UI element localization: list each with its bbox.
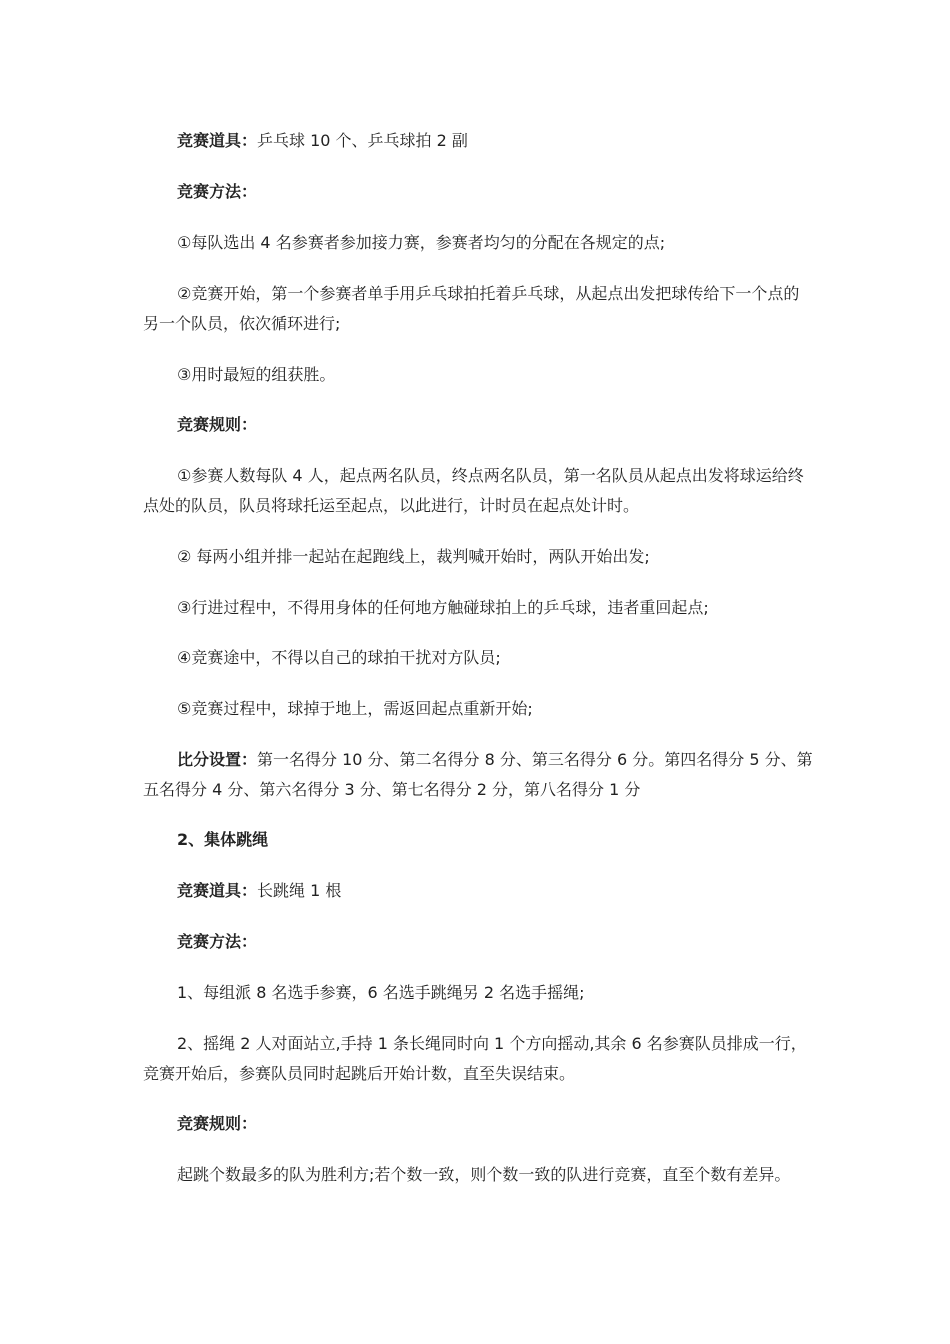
scoring-label: 比分设置：: [177, 750, 258, 769]
section-title: 2、集体跳绳: [177, 830, 269, 849]
method-item-2-1: 1、每组派 8 名选手参赛，6 名选手跳绳另 2 名选手摇绳;: [177, 983, 585, 1002]
method-heading-2: 竞赛方法：: [177, 932, 258, 951]
scoring-text: 第一名得分 10 分、第二名得分 8 分、第三名得分 6 分。第四名得分 5 分、第五名得分 4 分、第六名得分 3 分、第七名得分 2 分，第八名得分 1 分: [143, 750, 813, 799]
equipment-line: [143, 126, 815, 156]
rule-item-5: ⑤竞赛过程中，球掉于地上，需返回起点重新开始;: [177, 699, 533, 718]
rule-paragraph-2: 起跳个数最多的队为胜利方;若个数一致，则个数一致的队进行竞赛，直至个数有差异。: [177, 1165, 791, 1184]
rules-heading-2: 竞赛规则：: [177, 1114, 258, 1133]
rule-item-3: ③行进过程中，不得用身体的任何地方触碰球拍上的乒乓球，违者重回起点;: [177, 598, 709, 617]
method-item-3: ③用时最短的组获胜。: [177, 365, 336, 384]
rules-heading: 竞赛规则：: [177, 415, 258, 434]
equipment-text: 乒乓球 10 个、乒乓球拍 2 副: [257, 131, 468, 150]
method-item-2: ②竞赛开始，第一个参赛者单手用乒乓球拍托着乒乓球，从起点出发把球传给下一个点的另一个队员，依次循环进行;: [143, 284, 800, 333]
method-item-2-2: 2、摇绳 2 人对面站立,手持 1 条长绳同时向 1 个方向摇动,其余 6 名参赛队员排成一行，竞赛开始后，参赛队员同时起跳后开始计数，直至失误结束。: [143, 1034, 807, 1083]
rule-item-1: ①参赛人数每队 4 人，起点两名队员，终点两名队员，第一名队员从起点出发将球运给终点处的队员，队员将球托运至起点，以此进行，计时员在起点处计时。: [143, 466, 804, 515]
method-item-1: ①每队选出 4 名参赛者参加接力赛，参赛者均匀的分配在各规定的点;: [177, 233, 666, 252]
method-heading: 竞赛方法：: [177, 182, 258, 201]
scoring-paragraph: [143, 745, 815, 805]
equipment-text-2: 长跳绳 1 根: [257, 881, 342, 900]
equipment-line-2: [143, 876, 815, 906]
rule-item-2: ② 每两小组并排一起站在起跑线上，裁判喊开始时，两队开始出发;: [177, 547, 650, 566]
equipment-label: 竞赛道具：: [177, 131, 258, 150]
rule-item-4: ④竞赛途中，不得以自己的球拍干扰对方队员;: [177, 648, 501, 667]
equipment-label-2: 竞赛道具：: [177, 881, 258, 900]
